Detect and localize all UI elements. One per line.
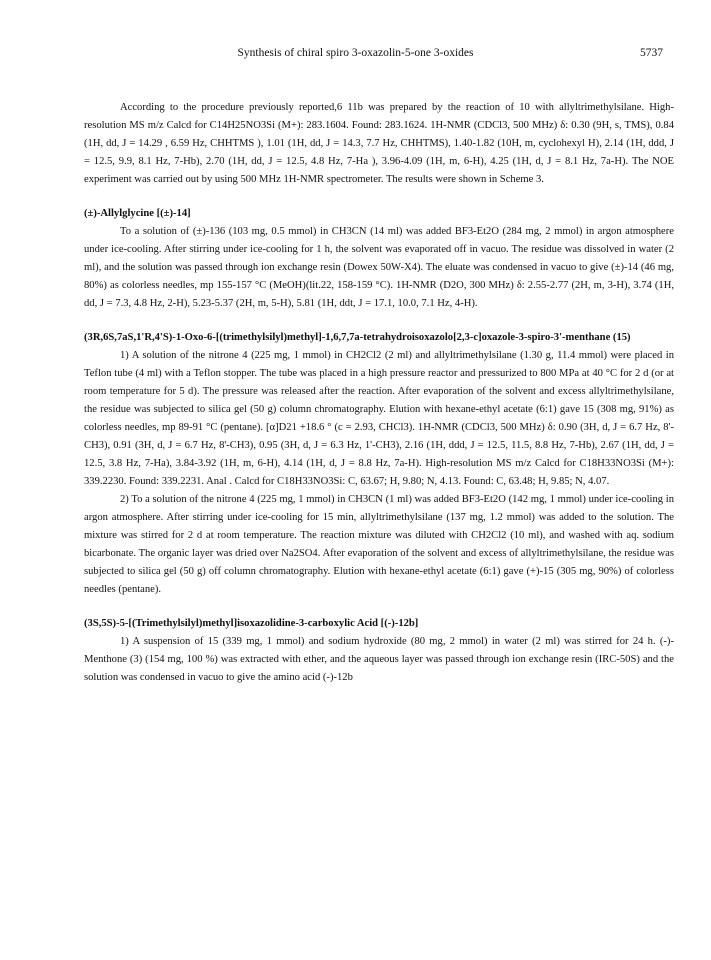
section-heading-allylglycine: (±)-Allylglycine [(±)-14]: [84, 208, 191, 219]
paragraph-11b: According to the procedure previously reported,6 11b was prepared by the reaction of 10 with allyltrimethylsilane. High-resolution MS m/z Calcd for C14H25NO3Si (M+): 283.1604. Found: 283.1624. 1H-NMR (CDCl3, 500 MHz) δ: 0.30 (9H, s, TMS), 0.84 (1H, dd, J = 14.29 , 6.59 Hz, CHHTMS ), 1.01 (1H, dd, J = 14.3, 7.7 Hz, CHHTMS), 1.40-1.82 (10H, m, cyclohexyl H), 2.14 (1H, ddd, J = 12.5, 9.9, 8.1 Hz, 7-Hb), 2.70 (1H, dd, J = 12.5, 4.8 Hz, 7-Ha ), 3.96-4.09 (1H, m, 6-H), 4.25 (1H, d, J = 8.1 Hz, 7a-H). The NOE experiment was carried out by using 500 MHz 1H-NMR spectrometer. The results were shown in Scheme 3.: [84, 102, 674, 185]
running-head: [0, 47, 711, 63]
paragraph-compound-12b: 1) A suspension of 15 (339 mg, 1 mmol) and sodium hydroxide (80 mg, 2 mmol) in water (2 ml) was stirred for 24 h. (-)-Menthone (3) (154 mg, 100 %) was extracted with ether, and the aqueous layer was passed through ion exchange resin (IRC-50S) and the solution was condensed in vacuo to give the amino acid (-)-12b: [84, 636, 674, 683]
paragraph-compound-15-method-2: 2) To a solution of the nitrone 4 (225 mg, 1 mmol) in CH3CN (1 ml) was added BF3-Et2O (142 mg, 1 mmol) under ice-cooling in argon atmosphere. After stirring under ice-cooling for 15 min, allyltrimethylsilane (137 mg, 1.2 mmol) was added to the solution. The mixture was stirred for 2 d at room temperature. The reaction mixture was diluted with CH2Cl2 (10 ml), and washed with aq. sodium bicarbonate. The organic layer was dried over Na2SO4. After evaporation of the solvent and excess of allyltrimethylsilane, the residue was subjected to silica gel (50 g) off column chromatography. Elution with hexane-ethyl acetate (6:1) gave (+)-15 (305 mg, 90%) of colorless needles (pentane).: [84, 494, 674, 595]
paragraph-allylglycine: To a solution of (±)-136 (103 mg, 0.5 mmol) in CH3CN (14 ml) was added BF3-Et2O (284 mg, 2 mmol) in argon atmosphere under ice-cooling. After stirring under ice-cooling for 1 h, the solvent was evaporated off in vacuo. The residue was dissolved in water (2 ml), and the solution was passed through ion exchange resin (Dowex 50W-X4). The eluate was condensed in vacuo to give (±)-14 (46 mg, 80%) as colorless needles, mp 155-157 °C (MeOH)(lit.22, 158-159 °C). 1H-NMR (D2O, 300 MHz) δ: 2.55-2.77 (2H, m, 3-H), 3.74 (1H, dd, J = 7.3, 4.8 Hz, 2-H), 5.23-5.37 (2H, m, 5-H), 5.81 (1H, ddt, J = 17.1, 10.0, 7.1 Hz, 4-H).: [84, 226, 674, 309]
running-head-title: Synthesis of chiral spiro 3-oxazolin-5-one 3-oxides: [237, 47, 474, 59]
section-heading-compound-12b: (3S,5S)-5-[(Trimethylsilyl)methyl]isoxazolidine-3-carboxylic Acid [(-)-12b]: [84, 618, 419, 629]
page-number: 5737: [640, 47, 663, 59]
paragraph-compound-15-method-1: 1) A solution of the nitrone 4 (225 mg, 1 mmol) in CH2Cl2 (2 ml) and allyltrimethylsilane (1.30 g, 11.4 mmol) were placed in Teflon tube (4 ml) with a Teflon stopper. The tube was placed in a high pressure reactor and pressurized to 800 MPa at 40 °C for 2 d (or at room temperature for 5 d). The pressure was released after the reaction. After evaporation of the solvent and excess allyltrimethylsilane, the residue was subjected to silica gel (50 g) column chromatography. Elution with hexane-ethyl acetate (6:1) gave 15 (308 mg, 91%) as colorless needles, mp 89-91 °C (pentane). [α]D21 +18.6 ° (c = 2.93, CHCl3). 1H-NMR (CDCl3, 500 MHz) δ: 0.90 (3H, d, J = 6.7 Hz, 8'-CH3), 0.91 (3H, d, J = 6.7 Hz, 8'-CH3), 0.95 (3H, d, J = 6.3 Hz, 1'-CH3), 2.16 (1H, ddd, J = 12.5, 11.5, 8.8 Hz, 7-Hb), 2.67 (1H, dd, J = 12.5, 3.8 Hz, 7-Ha), 3.84-3.92 (1H, m, 6-H), 4.14 (1H, d, J = 8.8 Hz, 7a-H). High-resolution MS m/z Calcd for C18H33NO3Si (M+): 339.2230. Found: 339.2231. Anal . Calcd for C18H33NO3Si: C, 63.67; H, 9.80; N, 4.13. Found: C, 63.48; H, 9.85; N, 4.07.: [84, 350, 674, 487]
article-body: [84, 99, 674, 687]
section-heading-compound-15: (3R,6S,7aS,1'R,4'S)-1-Oxo-6-[(trimethylsilyl)methyl]-1,6,7,7a-tetrahydroisoxazolo[2,3-c]oxazole-3-spiro-3'-menthane (15): [84, 332, 631, 343]
